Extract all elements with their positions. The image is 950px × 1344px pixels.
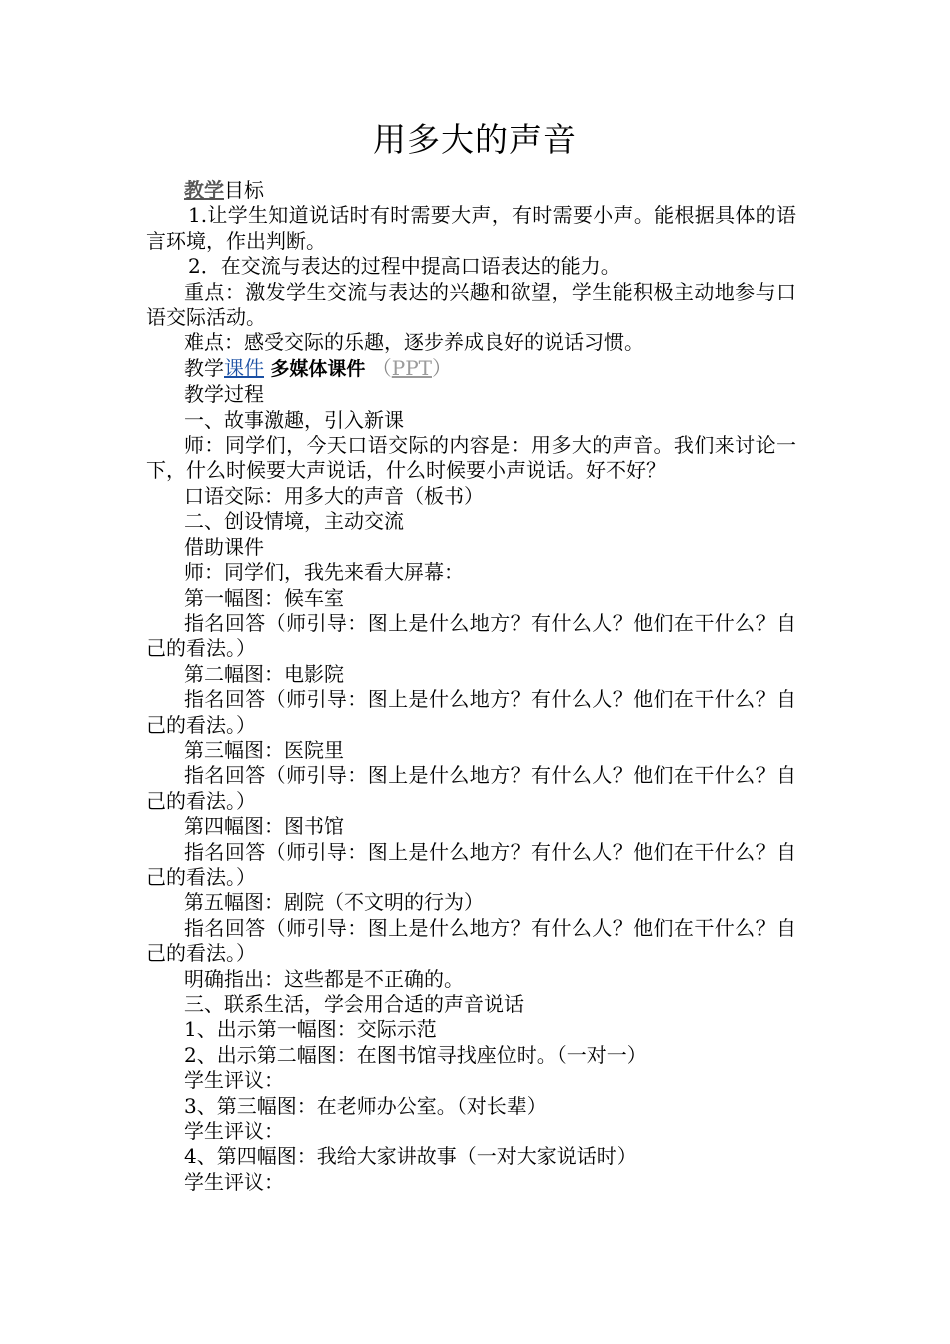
paragraph: 第五幅图：剧院（不文明的行为） bbox=[184, 890, 484, 915]
paragraph: 2、出示第二幅图：在图书馆寻找座位时。（一对一） bbox=[184, 1042, 647, 1067]
goal-heading-rest: 目标 bbox=[224, 178, 264, 202]
document-body bbox=[146, 178, 796, 1195]
paragraph: 明确指出：这些都是不正确的。 bbox=[184, 966, 464, 991]
courseware-link[interactable]: 课件 bbox=[224, 355, 264, 380]
ppt-paren-open: （ bbox=[371, 355, 392, 380]
paragraph: 口语交际：用多大的声音（板书） bbox=[184, 483, 484, 508]
paragraph: 指名回答（师引导：图上是什么地方？有什么人？他们在干什么？自己的看法。） bbox=[146, 763, 796, 813]
paragraph: 师：同学们，我先来看大屏幕： bbox=[184, 560, 464, 585]
courseware-line bbox=[146, 356, 796, 382]
paragraph: 三、联系生活，学会用合适的声音说话 bbox=[184, 992, 524, 1016]
paragraph: 第四幅图：图书馆 bbox=[184, 814, 344, 839]
paragraph: 借助课件 bbox=[184, 534, 264, 559]
document-title: 用多大的声音 bbox=[373, 120, 577, 159]
courseware-name: 多媒体课件 bbox=[270, 357, 366, 380]
paragraph: 指名回答（师引导：图上是什么地方？有什么人？他们在干什么？自己的看法。） bbox=[146, 839, 796, 889]
goal-heading bbox=[146, 178, 796, 203]
paragraph: 指名回答（师引导：图上是什么地方？有什么人？他们在干什么？自己的看法。） bbox=[146, 915, 796, 966]
paragraph: 3、第三幅图：在老师办公室。（对长辈） bbox=[184, 1093, 547, 1118]
ppt-paren-close: ） bbox=[432, 355, 452, 380]
paragraph: 指名回答（师引导：图上是什么地方？有什么人？他们在干什么？自己的看法。） bbox=[146, 610, 796, 661]
paragraph: 教学过程 bbox=[184, 382, 264, 407]
ppt-link[interactable]: PPT bbox=[391, 355, 432, 380]
paragraph: 第二幅图：电影院 bbox=[184, 661, 344, 686]
paragraph: 4、第四幅图：我给大家讲故事（一对大家说话时） bbox=[184, 1144, 637, 1169]
paragraph: 师：同学们，今天口语交际的内容是：用多大的声音。我们来讨论一下，什么时候要大声说话，什么时候要小声说话。好不好？ bbox=[146, 433, 796, 483]
paragraph: 学生评议： bbox=[184, 1068, 284, 1093]
paragraph: 1、出示第一幅图：交际示范 bbox=[184, 1017, 437, 1042]
paragraph: 第三幅图：医院里 bbox=[184, 737, 344, 762]
difficulty: 难点：感受交际的乐趣，逐步养成良好的说话习惯。 bbox=[184, 330, 644, 355]
goal-keyword-link[interactable]: 教学 bbox=[184, 178, 224, 202]
paragraph: 一、故事激趣，引入新课 bbox=[184, 407, 404, 432]
goal-item-1: 1.让学生知道说话时有时需要大声，有时需要小声。能根据具体的语言环境，作出判断。 bbox=[146, 203, 796, 253]
key-point: 重点：激发学生交流与表达的兴趣和欲望，学生能积极主动地参与口语交际活动。 bbox=[146, 279, 796, 330]
goal-item-2: 2．在交流与表达的过程中提高口语表达的能力。 bbox=[188, 254, 621, 279]
paragraph: 第一幅图：候车室 bbox=[184, 585, 344, 610]
paragraph: 二、创设情境，主动交流 bbox=[184, 509, 404, 534]
paragraph: 学生评议： bbox=[184, 1169, 284, 1194]
paragraph: 学生评议： bbox=[184, 1119, 284, 1144]
paragraph: 指名回答（师引导：图上是什么地方？有什么人？他们在干什么？自己的看法。） bbox=[146, 687, 796, 737]
courseware-prefix: 教学 bbox=[184, 355, 224, 380]
